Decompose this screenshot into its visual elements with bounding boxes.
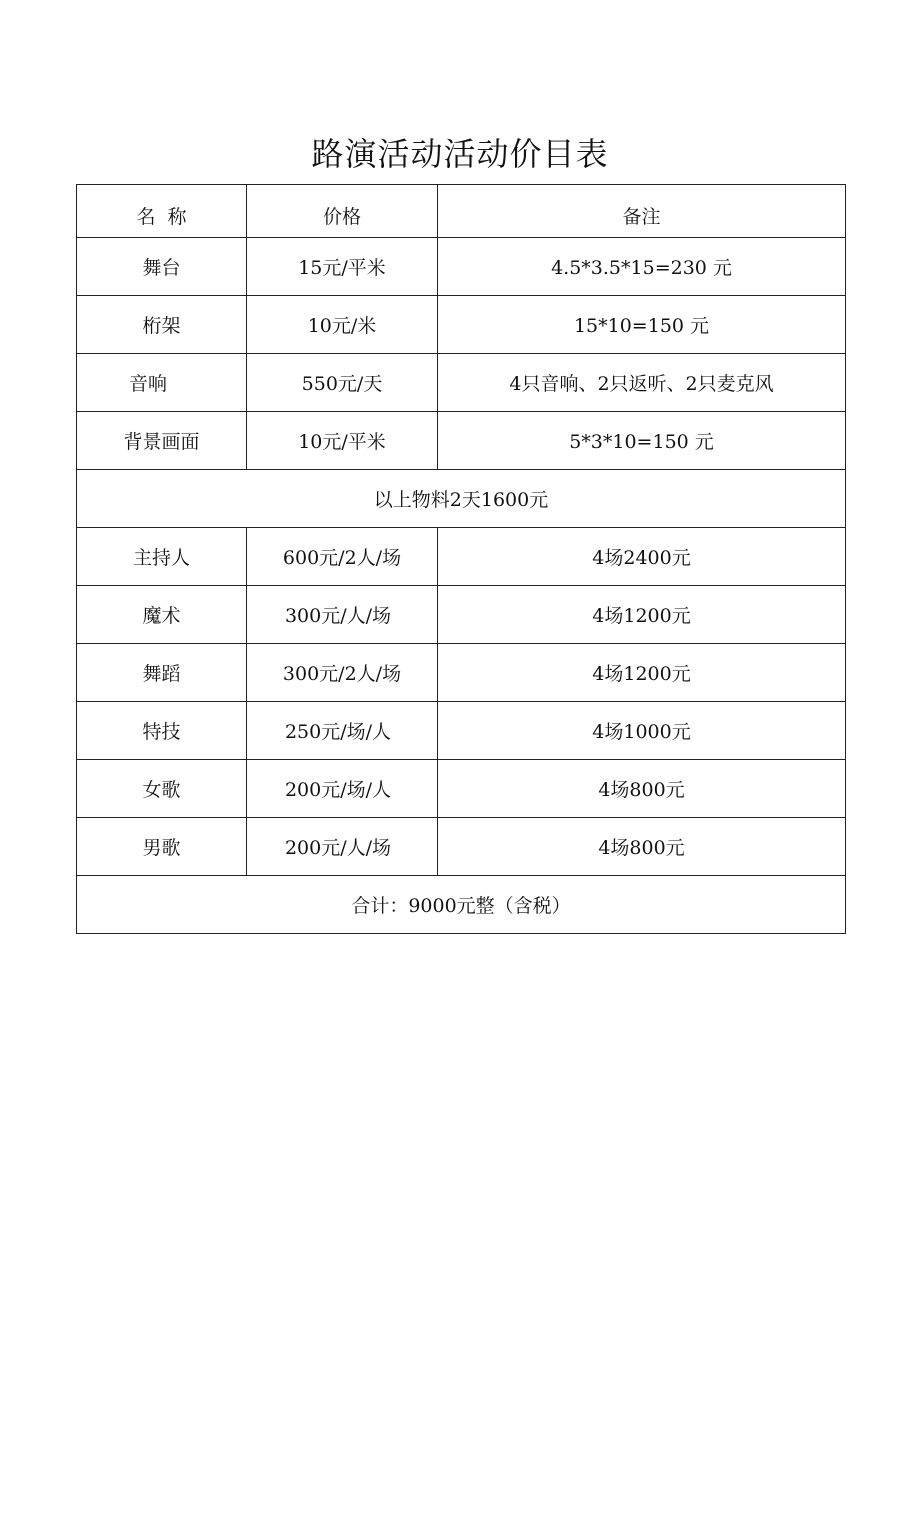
table-row (77, 238, 846, 296)
price-table (76, 184, 846, 934)
item-note: 5*3*10=150 元 (438, 412, 846, 470)
item-name: 音响 (77, 354, 247, 412)
item-name: 女歌 (77, 760, 247, 818)
item-note: 4只音响、2只返听、2只麦克风 (438, 354, 846, 412)
item-note: 4场1000元 (438, 702, 846, 760)
item-price: 600元/2人/场 (247, 528, 438, 586)
header-price: 价格 (247, 185, 438, 238)
page-title: 路演活动活动价目表 (311, 135, 609, 173)
item-note: 4.5*3.5*15=230 元 (438, 238, 846, 296)
item-price: 10元/平米 (247, 412, 438, 470)
item-name: 背景画面 (77, 412, 247, 470)
item-price: 550元/天 (247, 354, 438, 412)
item-price: 200元/场/人 (247, 760, 438, 818)
table-row (77, 586, 846, 644)
item-name: 桁架 (77, 296, 247, 354)
grand-total: 合计：9000元整（含税） (77, 876, 846, 934)
item-name: 主持人 (77, 528, 247, 586)
item-price: 250元/场/人 (247, 702, 438, 760)
item-price: 200元/人/场 (247, 818, 438, 876)
item-name: 特技 (77, 702, 247, 760)
table-row (77, 760, 846, 818)
table-row (77, 702, 846, 760)
item-price: 300元/人/场 (247, 586, 438, 644)
item-note: 4场800元 (438, 818, 846, 876)
item-name: 舞台 (77, 238, 247, 296)
item-price: 15元/平米 (247, 238, 438, 296)
item-price: 10元/米 (247, 296, 438, 354)
total-row (77, 876, 846, 934)
item-name: 舞蹈 (77, 644, 247, 702)
materials-summary: 以上物料2天1600元 (77, 470, 846, 528)
item-note: 4场2400元 (438, 528, 846, 586)
item-note: 4场800元 (438, 760, 846, 818)
table-row (77, 412, 846, 470)
item-name: 魔术 (77, 586, 247, 644)
header-note: 备注 (438, 185, 846, 238)
header-name: 名 称 (77, 185, 247, 238)
item-price: 300元/2人/场 (247, 644, 438, 702)
item-note: 15*10=150 元 (438, 296, 846, 354)
table-row (77, 644, 846, 702)
table-row (77, 528, 846, 586)
item-note: 4场1200元 (438, 644, 846, 702)
table-row (77, 354, 846, 412)
table-row (77, 818, 846, 876)
table-row (77, 296, 846, 354)
materials-summary-row (77, 470, 846, 528)
item-name: 男歌 (77, 818, 247, 876)
table-header-row (77, 185, 846, 238)
item-note: 4场1200元 (438, 586, 846, 644)
